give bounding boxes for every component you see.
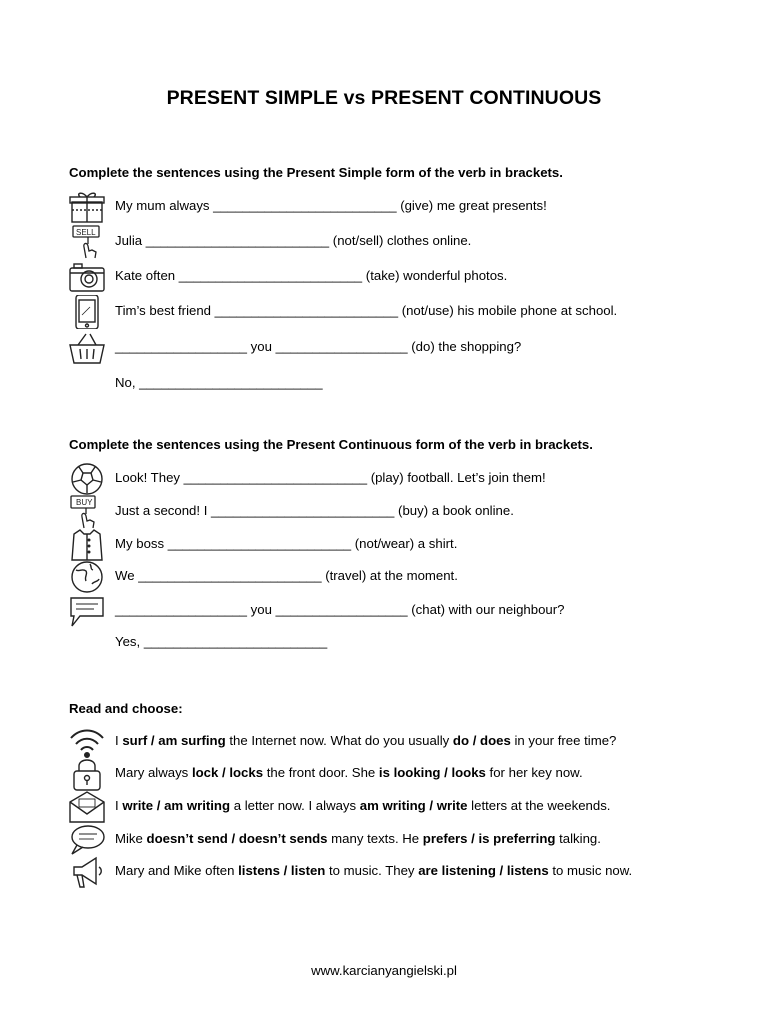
speech-bubble-icon (68, 594, 106, 628)
exercise-3-item-5 (0, 855, 768, 889)
choice-sentence (115, 863, 632, 878)
chat-bubble-icon (68, 823, 106, 857)
choice-option: surf / am surfing (122, 733, 226, 748)
footer-website: www.karcianyangielski.pl (311, 963, 457, 978)
sentence: Julia _________________________ (not/sell) clothes online. (115, 233, 472, 248)
exercise-1-item-2 (0, 225, 768, 259)
sentence: __________________ you __________________ (do) the shopping? (115, 339, 522, 354)
exercise-1-item-6 (0, 367, 768, 401)
sentence-text: talking. (555, 831, 601, 846)
choice-option: am writing / write (359, 798, 468, 813)
exercise-2-item-5 (0, 594, 768, 628)
exercise-2-item-2 (0, 495, 768, 529)
sentence: We _________________________ (travel) at the moment. (115, 568, 458, 583)
smartphone-icon (68, 295, 106, 329)
sentence: __________________ you __________________ (chat) with our neighbour? (115, 602, 565, 617)
choice-option: are listening / listens (418, 863, 549, 878)
sentence-text: the front door. She (263, 765, 379, 780)
exercise-1-item-5 (0, 331, 768, 365)
exercise-3-item-4 (0, 823, 768, 857)
choice-option: is looking / looks (378, 765, 486, 780)
sentence: Just a second! I _________________________ (buy) a book online. (115, 503, 514, 518)
choice-option: prefers / is preferring (422, 831, 556, 846)
exercise-3-item-1 (0, 725, 768, 759)
section-1-heading: Complete the sentences using the Present Simple form of the verb in brackets. (69, 165, 563, 180)
sentence-text: Mary and Mike often (115, 863, 239, 878)
sentence: Look! They _________________________ (play) football. Let’s join them! (115, 470, 546, 485)
envelope-icon (68, 790, 106, 824)
sentence: Yes, _________________________ (115, 634, 328, 649)
sentence-text: a letter now. I always (230, 798, 360, 813)
sentence-text: Mary always (115, 765, 192, 780)
sentence-text: in your free time? (510, 733, 617, 748)
choice-option: lock / locks (191, 765, 264, 780)
gift-icon (68, 190, 106, 224)
sentence-text: letters at the weekends. (467, 798, 611, 813)
sentence-text: for her key now. (485, 765, 583, 780)
padlock-icon (68, 757, 106, 791)
choice-option: write / am writing (122, 798, 231, 813)
megaphone-icon (68, 855, 106, 889)
globe-icon (68, 560, 106, 594)
exercise-1-item-3 (0, 260, 768, 294)
choice-option: listens / listen (238, 863, 326, 878)
buy-hand-icon (68, 495, 106, 529)
page-title: PRESENT SIMPLE vs PRESENT CONTINUOUS (166, 87, 602, 109)
sentence-text: I (115, 798, 123, 813)
exercise-3-item-3 (0, 790, 768, 824)
sentence: Kate often _________________________ (take) wonderful photos. (115, 268, 508, 283)
sell-hand-icon (68, 225, 106, 259)
shirt-icon (68, 528, 106, 562)
exercise-2-item-1 (0, 462, 768, 496)
sentence-text: to music now. (548, 863, 633, 878)
sentence-text: Mike (115, 831, 147, 846)
sentence-text: the Internet now. What do you usually (225, 733, 453, 748)
exercise-2-item-4 (0, 560, 768, 594)
sentence: No, _________________________ (115, 375, 323, 390)
sentence-text: I (115, 733, 123, 748)
svg-text:SELL: SELL (76, 228, 96, 237)
exercise-3-item-2 (0, 757, 768, 791)
sentence: My boss _________________________ (not/wear) a shirt. (115, 536, 458, 551)
choice-sentence (115, 765, 583, 780)
exercise-1-item-1 (0, 190, 768, 224)
football-icon (68, 462, 106, 496)
section-3-heading: Read and choose: (69, 701, 183, 716)
sentence-text: to music. They (325, 863, 419, 878)
wifi-icon (68, 725, 106, 759)
sentence-text: many texts. He (327, 831, 423, 846)
svg-text:BUY: BUY (76, 498, 93, 507)
choice-sentence (115, 831, 601, 846)
exercise-2-item-3 (0, 528, 768, 562)
choice-sentence (115, 733, 616, 748)
choice-option: do / does (452, 733, 511, 748)
exercise-2-item-6 (0, 626, 768, 660)
section-2-heading: Complete the sentences using the Present Continuous form of the verb in brackets. (69, 437, 593, 452)
choice-option: doesn’t send / doesn’t sends (146, 831, 328, 846)
choice-sentence (115, 798, 610, 813)
camera-icon (68, 260, 106, 294)
sentence: My mum always _________________________ (give) me great presents! (115, 198, 547, 213)
exercise-1-item-4 (0, 295, 768, 329)
sentence: Tim’s best friend _________________________ (not/use) his mobile phone at school. (115, 303, 618, 318)
shopping-basket-icon (68, 331, 106, 365)
